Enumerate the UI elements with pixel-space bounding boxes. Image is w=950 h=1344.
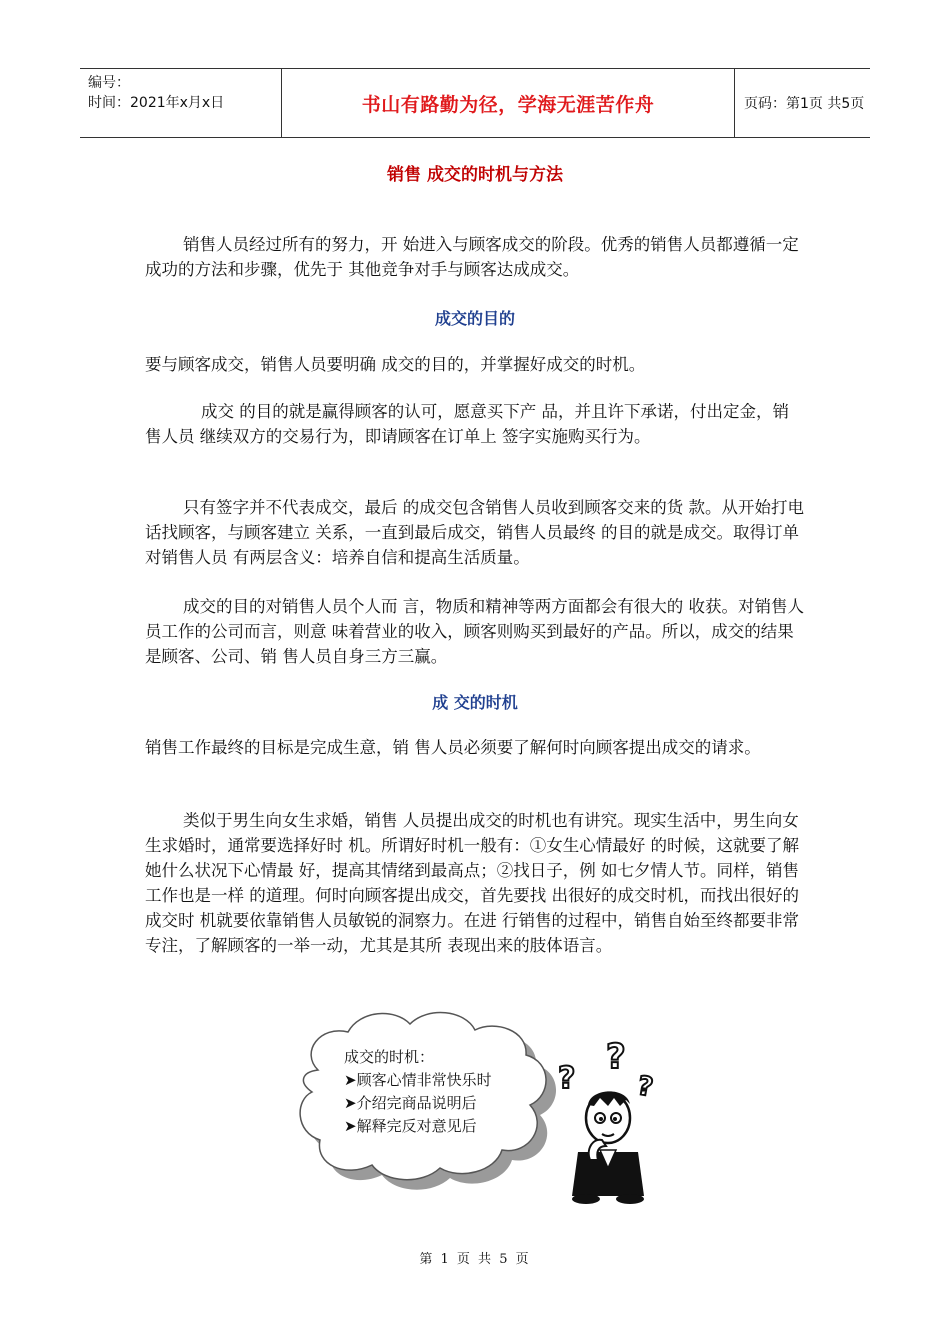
paragraph: 销售工作最终的目标是完成生意，销 售人员必须要了解何时向顾客提出成交的请求。 bbox=[145, 738, 761, 757]
paragraph: 要与顾客成交，销售人员要明确 成交的目的，并掌握好成交的时机。 bbox=[145, 355, 646, 374]
cloud-title: 成交的时机： bbox=[344, 1048, 435, 1066]
paragraph: 成交的目的对销售人员个人而 言，物质和精神等两方面都会有很大的 收获。对销售人员工作的公司而言，则意 味着营业的收入，顾客则购买到最好的产品。所以，成交的结果是顾客、公司、销 售人员自身三方三赢。 bbox=[145, 597, 804, 666]
paragraph: 类似于男生向女生求婚，销售 人员提出成交的时机也有讲究。现实生活中，男生向女生求婚时，通常要选择好时 机。所谓好时机一般有：①女生心情最好 的时候，这就要了解她什么状况下心情最 好，提高其情绪到最高点；②找日子，例 如七夕情人节。同样，销售工作也是一样 的道理。何时向顾客提出成交，首先要找 出很好的成交时机，而找出很好的成交时 机就要依靠销售人员敏锐的洞察力。在进 行销售的过程中，销售自始至终都要非常 专注，了解顾客的一举一动，尤其是其所 表现出来的肢体语言。 bbox=[145, 811, 799, 955]
time-label: 时间：2021年x月x日 bbox=[88, 95, 225, 111]
document-header bbox=[80, 68, 870, 138]
header-meta bbox=[80, 69, 282, 137]
paragraph: 只有签字并不代表成交，最后 的成交包含销售人员收到顾客交来的货 款。从开始打电话找顾客，与顾客建立 关系，一直到最后成交，销售人员最终 的目的就是成交。取得订单对销售人员 有两层含义：培养自信和提高生活质量。 bbox=[145, 498, 804, 567]
puzzled-man-icon bbox=[572, 1091, 644, 1204]
document-title: 销售 成交的时机与方法 bbox=[387, 165, 563, 185]
header-motto: 书山有路勤为径，学海无涯苦作舟 bbox=[282, 69, 735, 137]
cloud-list-item: ➤解释完反对意见后 bbox=[344, 1117, 477, 1135]
number-label: 编号： bbox=[88, 75, 130, 91]
question-mark-icon: ? bbox=[606, 1037, 626, 1077]
cloud-list-item: ➤介绍完商品说明后 bbox=[344, 1094, 477, 1112]
paragraph: 成交 的目的就是赢得顾客的认可，愿意买下产 品，并且许下承诺，付出定金，销售人员 继续双方的交易行为，即请顾客在订单上 签字实施购买行为。 bbox=[145, 402, 789, 446]
question-mark-icon: ? bbox=[558, 1061, 576, 1096]
page-footer: 第 1 页 共 5 页 bbox=[419, 1252, 531, 1267]
intro-paragraph: 销售人员经过所有的努力，开 始进入与顾客成交的阶段。优秀的销售人员都遵循一定成功的方法和步骤，优先于 其他竞争对手与顾客达成成交。 bbox=[145, 235, 799, 279]
header-page-info: 页码：第1页 共5页 bbox=[744, 96, 865, 112]
cloud-text bbox=[344, 1046, 492, 1138]
cloud-list-item: ➤顾客心情非常快乐时 bbox=[344, 1071, 492, 1089]
section-heading-purpose: 成交的目的 bbox=[434, 309, 515, 328]
question-mark-icon: ? bbox=[635, 1070, 656, 1104]
section-heading-timing: 成 交的时机 bbox=[432, 693, 518, 712]
